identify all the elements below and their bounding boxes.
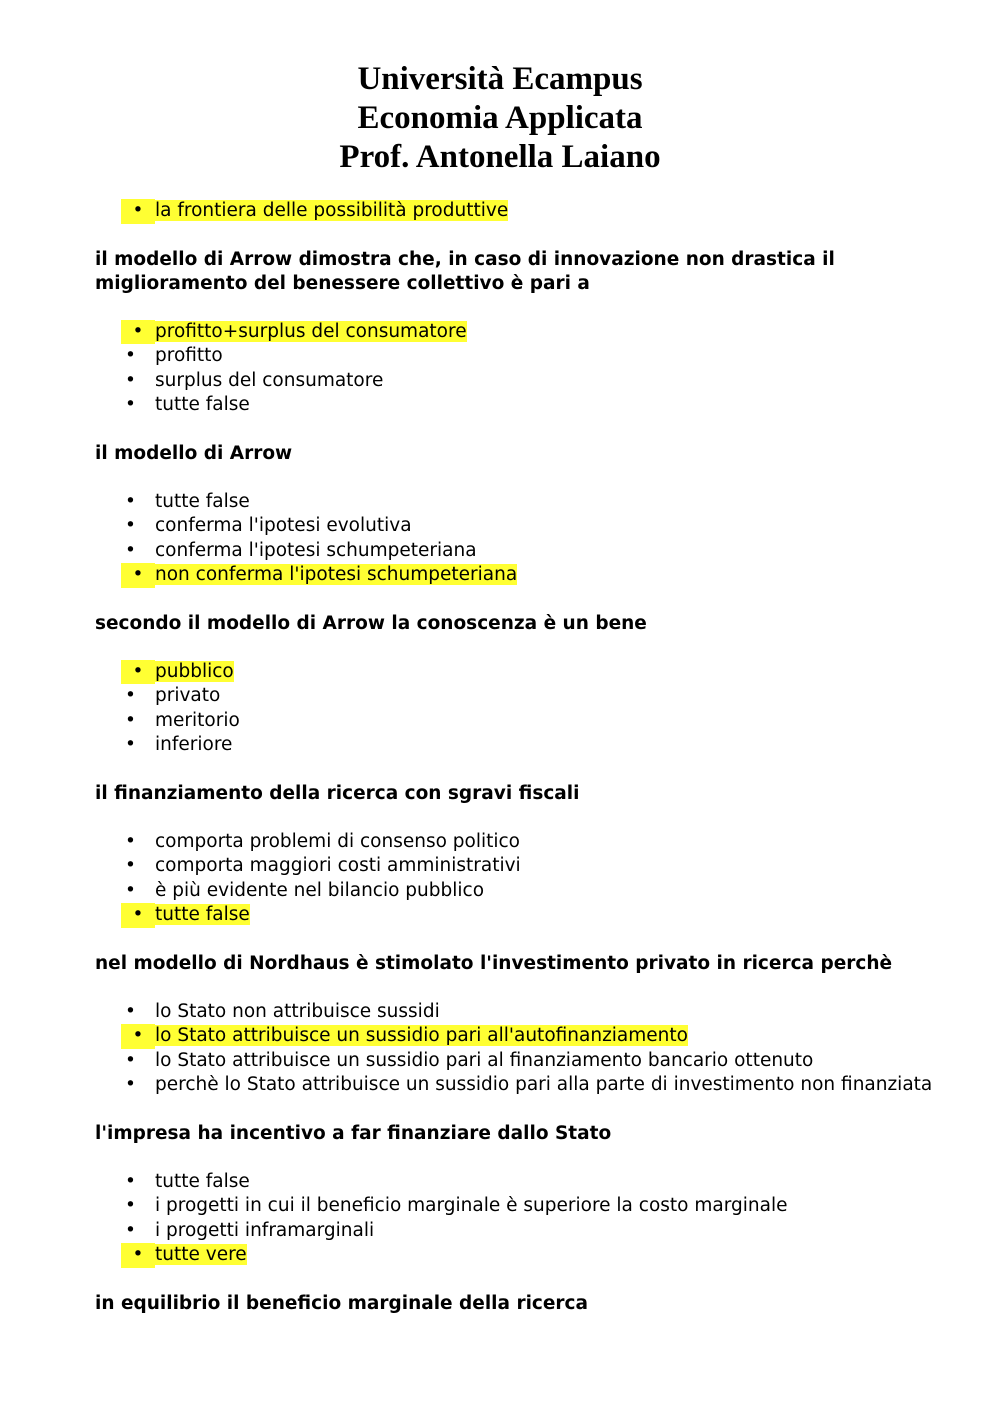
- course-name: Economia Applicata: [357, 100, 643, 136]
- bullet-icon: •: [125, 394, 136, 415]
- answer-text: non conferma l'ipotesi schumpeteriana: [155, 564, 518, 585]
- bullet-icon: •: [121, 563, 155, 588]
- answer-text: la frontiera delle possibilità produttive: [155, 200, 509, 221]
- bullet-icon: •: [121, 660, 155, 685]
- bullet-icon: •: [125, 490, 136, 512]
- answer-text: perchè lo Stato attribuisce un sussidio pari alla parte di investimento non finanziata: [155, 1074, 933, 1095]
- answer-text: privato: [155, 685, 221, 706]
- answer-item: [95, 1073, 975, 1098]
- bullet-icon: •: [121, 1243, 155, 1268]
- answer-item: [95, 393, 975, 418]
- bullet-icon: •: [125, 734, 136, 755]
- answer-item: [95, 709, 975, 734]
- answer-text: i progetti in cui il beneficio marginale è superiore la costo marginale: [155, 1195, 788, 1216]
- bullet-icon: •: [125, 685, 136, 706]
- question-text: il finanziamento della ricerca con sgravi fiscali: [95, 782, 580, 804]
- answer-text: pubblico: [155, 660, 234, 682]
- answer-text: lo Stato attribuisce un sussidio pari al finanziamento bancario ottenuto: [155, 1049, 814, 1071]
- bullet-icon: •: [125, 345, 136, 366]
- answer-text: tutte vere: [155, 1244, 247, 1265]
- answer-item-correct: [95, 1243, 975, 1268]
- answer-list: [95, 830, 975, 928]
- answer-item: [95, 854, 975, 879]
- answer-text: i progetti inframarginali: [155, 1219, 375, 1241]
- answer-text: comporta maggiori costi amministrativi: [155, 855, 521, 876]
- bullet-icon: •: [125, 1049, 136, 1071]
- answer-item: [95, 1219, 975, 1244]
- question-text: in equilibrio il beneficio marginale della ricerca: [95, 1292, 588, 1314]
- bullet-icon: •: [125, 830, 136, 852]
- answer-text: lo Stato non attribuisce sussidi: [155, 1000, 440, 1022]
- answer-item-correct: [95, 1024, 975, 1049]
- answer-item: [95, 684, 975, 709]
- question-text: l'impresa ha incentivo a far finanziare dallo Stato: [95, 1122, 612, 1144]
- bullet-icon: •: [121, 320, 155, 345]
- bullet-icon: •: [125, 539, 136, 561]
- answer-item: [95, 1000, 975, 1025]
- university-name: Università Ecampus: [357, 61, 643, 97]
- bullet-icon: •: [125, 1074, 136, 1095]
- bullet-icon: •: [121, 903, 155, 928]
- question-text: il modello di Arrow dimostra che, in caso di innovazione non drastica il miglioramento del benessere collettivo è pari a: [95, 248, 835, 294]
- answer-text: profitto: [155, 345, 223, 366]
- answer-item: [95, 830, 975, 855]
- answer-item-correct: [95, 563, 975, 588]
- bullet-icon: •: [125, 855, 136, 876]
- bullet-icon: •: [125, 1000, 136, 1022]
- document-header: [0, 60, 1000, 177]
- answer-item: [95, 1194, 975, 1219]
- answer-item: [95, 733, 975, 758]
- answer-text: conferma l'ipotesi schumpeteriana: [155, 539, 477, 561]
- answer-item: [95, 539, 975, 564]
- quiz-content: [95, 199, 975, 1340]
- answer-list: [95, 320, 975, 418]
- bullet-icon: •: [125, 1170, 136, 1192]
- answer-text: surplus del consumatore: [155, 369, 384, 391]
- answer-item-correct: [95, 660, 975, 685]
- answer-item-correct: [95, 903, 975, 928]
- answer-item: [95, 879, 975, 904]
- question-text: secondo il modello di Arrow la conoscenza è un bene: [95, 612, 647, 634]
- answer-item: [95, 1170, 975, 1195]
- bullet-icon: •: [125, 709, 136, 731]
- answer-list: [95, 1170, 975, 1268]
- answer-text: è più evidente nel bilancio pubblico: [155, 879, 485, 901]
- bullet-icon: •: [121, 199, 155, 224]
- answer-text: profitto+surplus del consumatore: [155, 320, 467, 342]
- answer-item: [95, 514, 975, 539]
- question-text: nel modello di Nordhaus è stimolato l'investimento privato in ricerca perchè: [95, 952, 893, 974]
- answer-text: tutte false: [155, 1170, 250, 1192]
- bullet-icon: •: [125, 1195, 136, 1216]
- question-text: il modello di Arrow: [95, 442, 293, 464]
- answer-item: [95, 369, 975, 394]
- answer-list: [95, 490, 975, 588]
- answer-item-correct: [95, 199, 975, 224]
- bullet-icon: •: [125, 879, 136, 901]
- bullet-icon: •: [125, 1219, 136, 1241]
- answer-text: tutte false: [155, 904, 250, 925]
- answer-text: meritorio: [155, 709, 240, 731]
- answer-item: [95, 1049, 975, 1074]
- answer-list: [95, 660, 975, 758]
- answer-text: tutte false: [155, 490, 250, 512]
- answer-text: inferiore: [155, 734, 233, 755]
- bullet-icon: •: [125, 515, 136, 536]
- bullet-icon: •: [121, 1024, 155, 1049]
- answer-text: comporta problemi di consenso politico: [155, 830, 521, 852]
- professor-name: Prof. Antonella Laiano: [339, 139, 661, 175]
- answer-list: [95, 1000, 975, 1098]
- answer-text: lo Stato attribuisce un sussidio pari all'autofinanziamento: [155, 1025, 688, 1046]
- answer-list: [95, 199, 975, 224]
- answer-item: [95, 344, 975, 369]
- answer-item-correct: [95, 320, 975, 345]
- answer-item: [95, 490, 975, 515]
- bullet-icon: •: [125, 369, 136, 391]
- answer-text: tutte false: [155, 394, 250, 415]
- answer-text: conferma l'ipotesi evolutiva: [155, 515, 412, 536]
